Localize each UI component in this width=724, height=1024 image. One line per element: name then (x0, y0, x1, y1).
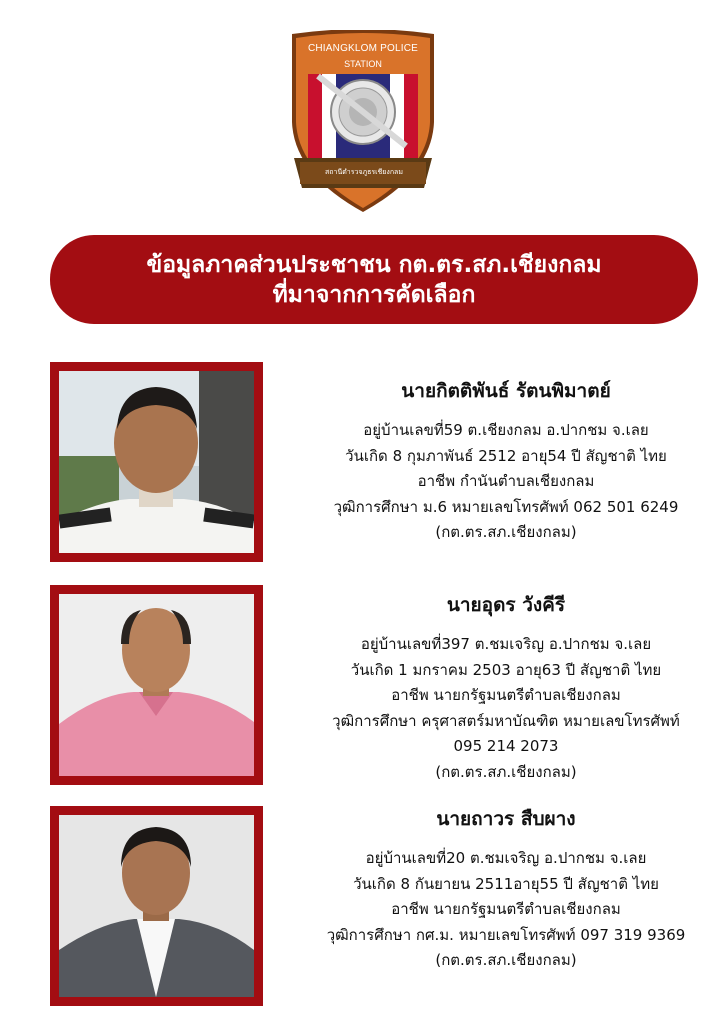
person-address: อยู่บ้านเลขที่20 ต.ชมเจริญ อ.ปากชม จ.เลย (365, 849, 647, 867)
person-education-phone: วุฒิการศึกษา กศ.ม. หมายเลขโทรศัพท์ 097 319 9369 (326, 925, 686, 944)
title-banner (50, 235, 698, 324)
person-name: นายถาวร สืบผาง (436, 808, 576, 830)
person-info (296, 592, 716, 785)
police-station-logo (288, 30, 438, 212)
person-committee: (กต.ตร.สภ.เชียงกลม) (435, 951, 577, 969)
person-birth: วันเกิด 8 กันยายน 2511อายุ55 ปี สัญชาติ ไทย (353, 874, 659, 893)
person-birth: วันเกิด 8 กุมภาพันธ์ 2512 อายุ54 ปี สัญชาติ ไทย (345, 446, 667, 465)
person-birth: วันเกิด 1 มกราคม 2503 อายุ63 ปี สัญชาติ ไทย (350, 660, 662, 679)
person-name: นายอุดร วังคีรี (446, 594, 566, 616)
person-occupation: อาชีพ นายกรัฐมนตรีตำบลเชียงกลม (391, 900, 621, 918)
person-address: อยู่บ้านเลขที่59 ต.เชียงกลม อ.ปากชม จ.เลย (363, 421, 649, 439)
person-photo (59, 815, 254, 997)
portrait-icon (59, 371, 254, 553)
person-photo-frame (50, 362, 263, 562)
banner-subtitle: ที่มาจากการคัดเลือก (272, 281, 476, 308)
person-photo-frame (50, 806, 263, 1006)
person-committee: (กต.ตร.สภ.เชียงกลม) (435, 762, 577, 781)
person-education: วุฒิการศึกษา ครุศาสตร์มหาบัณฑิต หมายเลขโทรศัพท์ (332, 711, 680, 730)
portrait-icon (59, 815, 254, 997)
person-address: อยู่บ้านเลขที่397 ต.ชมเจริญ อ.ปากชม จ.เลย (360, 635, 652, 653)
logo-subtitle-text: STATION (344, 59, 382, 69)
person-info (296, 378, 716, 546)
person-info (296, 806, 716, 974)
portrait-icon (59, 594, 254, 776)
person-photo (59, 371, 254, 553)
person-occupation: อาชีพ นายกรัฐมนตรีตำบลเชียงกลม (391, 686, 621, 704)
person-photo-frame (50, 585, 263, 785)
person-education-phone: วุฒิการศึกษา ม.6 หมายเลขโทรศัพท์ 062 501 6249 (333, 497, 679, 516)
person-occupation: อาชีพ กำนันตำบลเชียงกลม (417, 472, 595, 490)
person-name: นายกิตติพันธ์ รัตนพิมาตย์ (401, 380, 611, 402)
logo-title-text: CHIANGKLOM POLICE (307, 43, 419, 54)
person-committee: (กต.ตร.สภ.เชียงกลม) (435, 523, 577, 541)
person-photo (59, 594, 254, 776)
person-phone: 095 214 2073 (453, 737, 559, 755)
banner-title: ข้อมูลภาคส่วนประชาชน กต.ตร.สภ.เชียงกลม (146, 251, 602, 278)
logo-ribbon-text: สถานีตำรวจภูธรเชียงกลม (325, 168, 403, 176)
police-badge-icon (288, 30, 438, 212)
